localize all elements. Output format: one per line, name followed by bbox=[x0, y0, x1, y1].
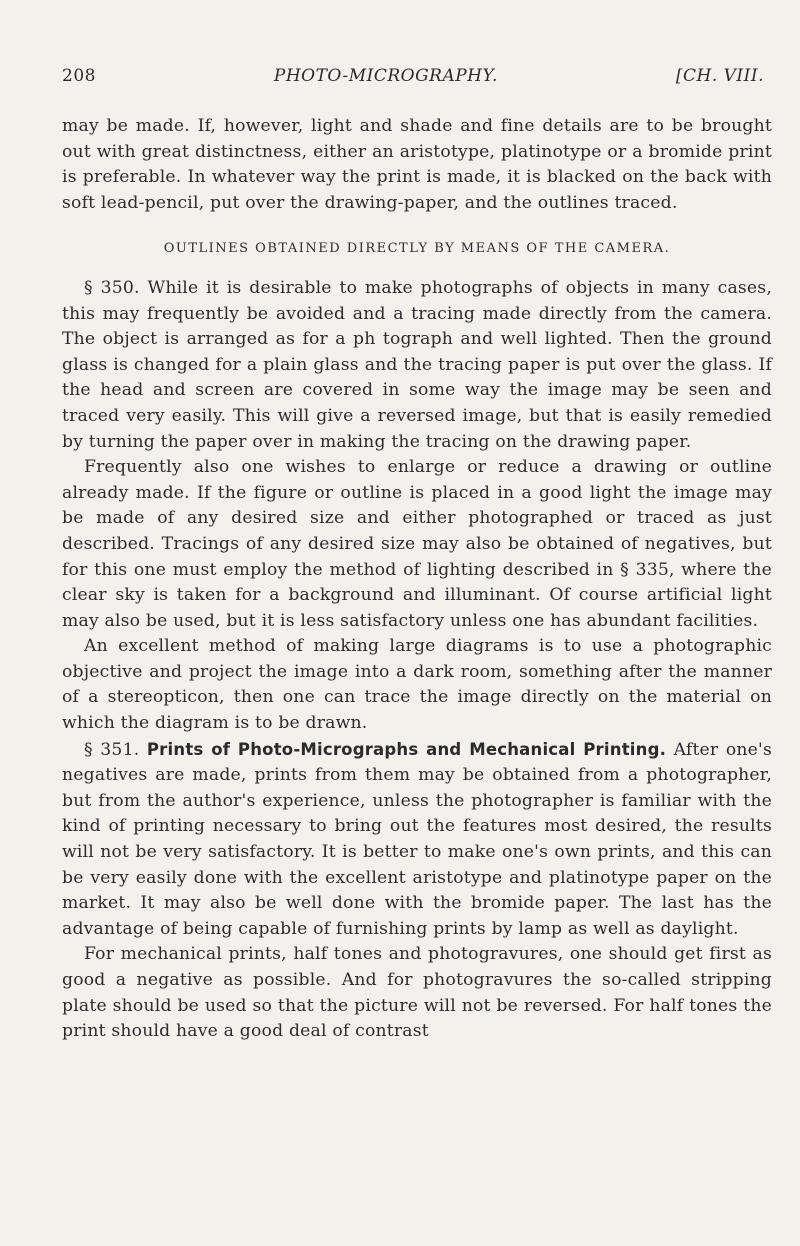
section-title: Prints of Photo-Micrographs and Mechanical Printing. bbox=[146, 739, 667, 759]
paragraph-enlarge: Frequently also one wishes to enlarge or reduce a drawing or outline already made. If the figure or outline is placed in a good light the image may be made of any desired size and either photographed or traced as just described. Tracings of any desired size may also be obtained of negatives, but for this one must employ the method of lighting described in § 335, where the clear sky is taken for a background and illuminant. Of course artificial light may also be used, but it is less satisfactory unless one has abundant facilities. bbox=[62, 457, 772, 631]
paragraph-350: § 350. While it is desirable to make photographs of objects in many cases, this may frequently be avoided and a tracing made directly from the camera. The object is arranged as for a ph tograph and well lighted. Then the ground glass is changed for a plain glass and the tracing paper is put over the glass. If the head and screen are covered in some way the image may be seen and traced very easily. This will give a reversed image, but that is easily remedied by turning the paper over in making the tracing on the drawing paper. bbox=[62, 277, 772, 452]
paragraph-diagrams: An excellent method of making large diagrams is to use a photographic objective and project the image into a dark room, something after the manner of a stereopticon, then one can trace the image directly on the material on which the diagram is to be drawn. bbox=[62, 636, 772, 734]
chapter-label: [CH. VIII. bbox=[675, 66, 764, 86]
section-heading: OUTLINES OBTAINED DIRECTLY BY MEANS OF THE CAMERA. bbox=[163, 241, 671, 257]
section-body: After one's negatives are made, prints from them may be obtained from a photographer, but from the author's experience, unless the photographer is familiar with the kind of printing necessary to bring out the features most desired, the results will not be very satisfactory. It is better to make one's own prints, and this can be very easily done with the excellent aristotype and platinotype paper on the market. It may also be well done with the bromide paper. The last has the advantage of being capable of furnishing prints by lamp as well as daylight. bbox=[62, 739, 772, 939]
page-number: 208 bbox=[62, 66, 96, 86]
section-number: § 351. bbox=[84, 739, 140, 760]
running-head bbox=[62, 66, 772, 86]
paragraph-1: may be made. If, however, light and shade and fine details are to be brought out with great distinctness, either an aristotype, platinotype or a bromide print is preferable. In whatever way the print is made, it is blacked on the back with soft lead-pencil, put over the drawing-paper, and the outlines traced. bbox=[62, 116, 772, 213]
paragraph-mechanical: For mechanical prints, half tones and photogravures, one should get first as good a negative as possible. And for photogravures the so-called stripping plate should be used so that the picture will not be reversed. For half tones the print should have a good deal of contrast bbox=[62, 944, 772, 1042]
running-title: PHOTO-MICROGRAPHY. bbox=[273, 66, 498, 86]
body-text bbox=[62, 114, 772, 1045]
paragraph-351 bbox=[62, 737, 772, 943]
